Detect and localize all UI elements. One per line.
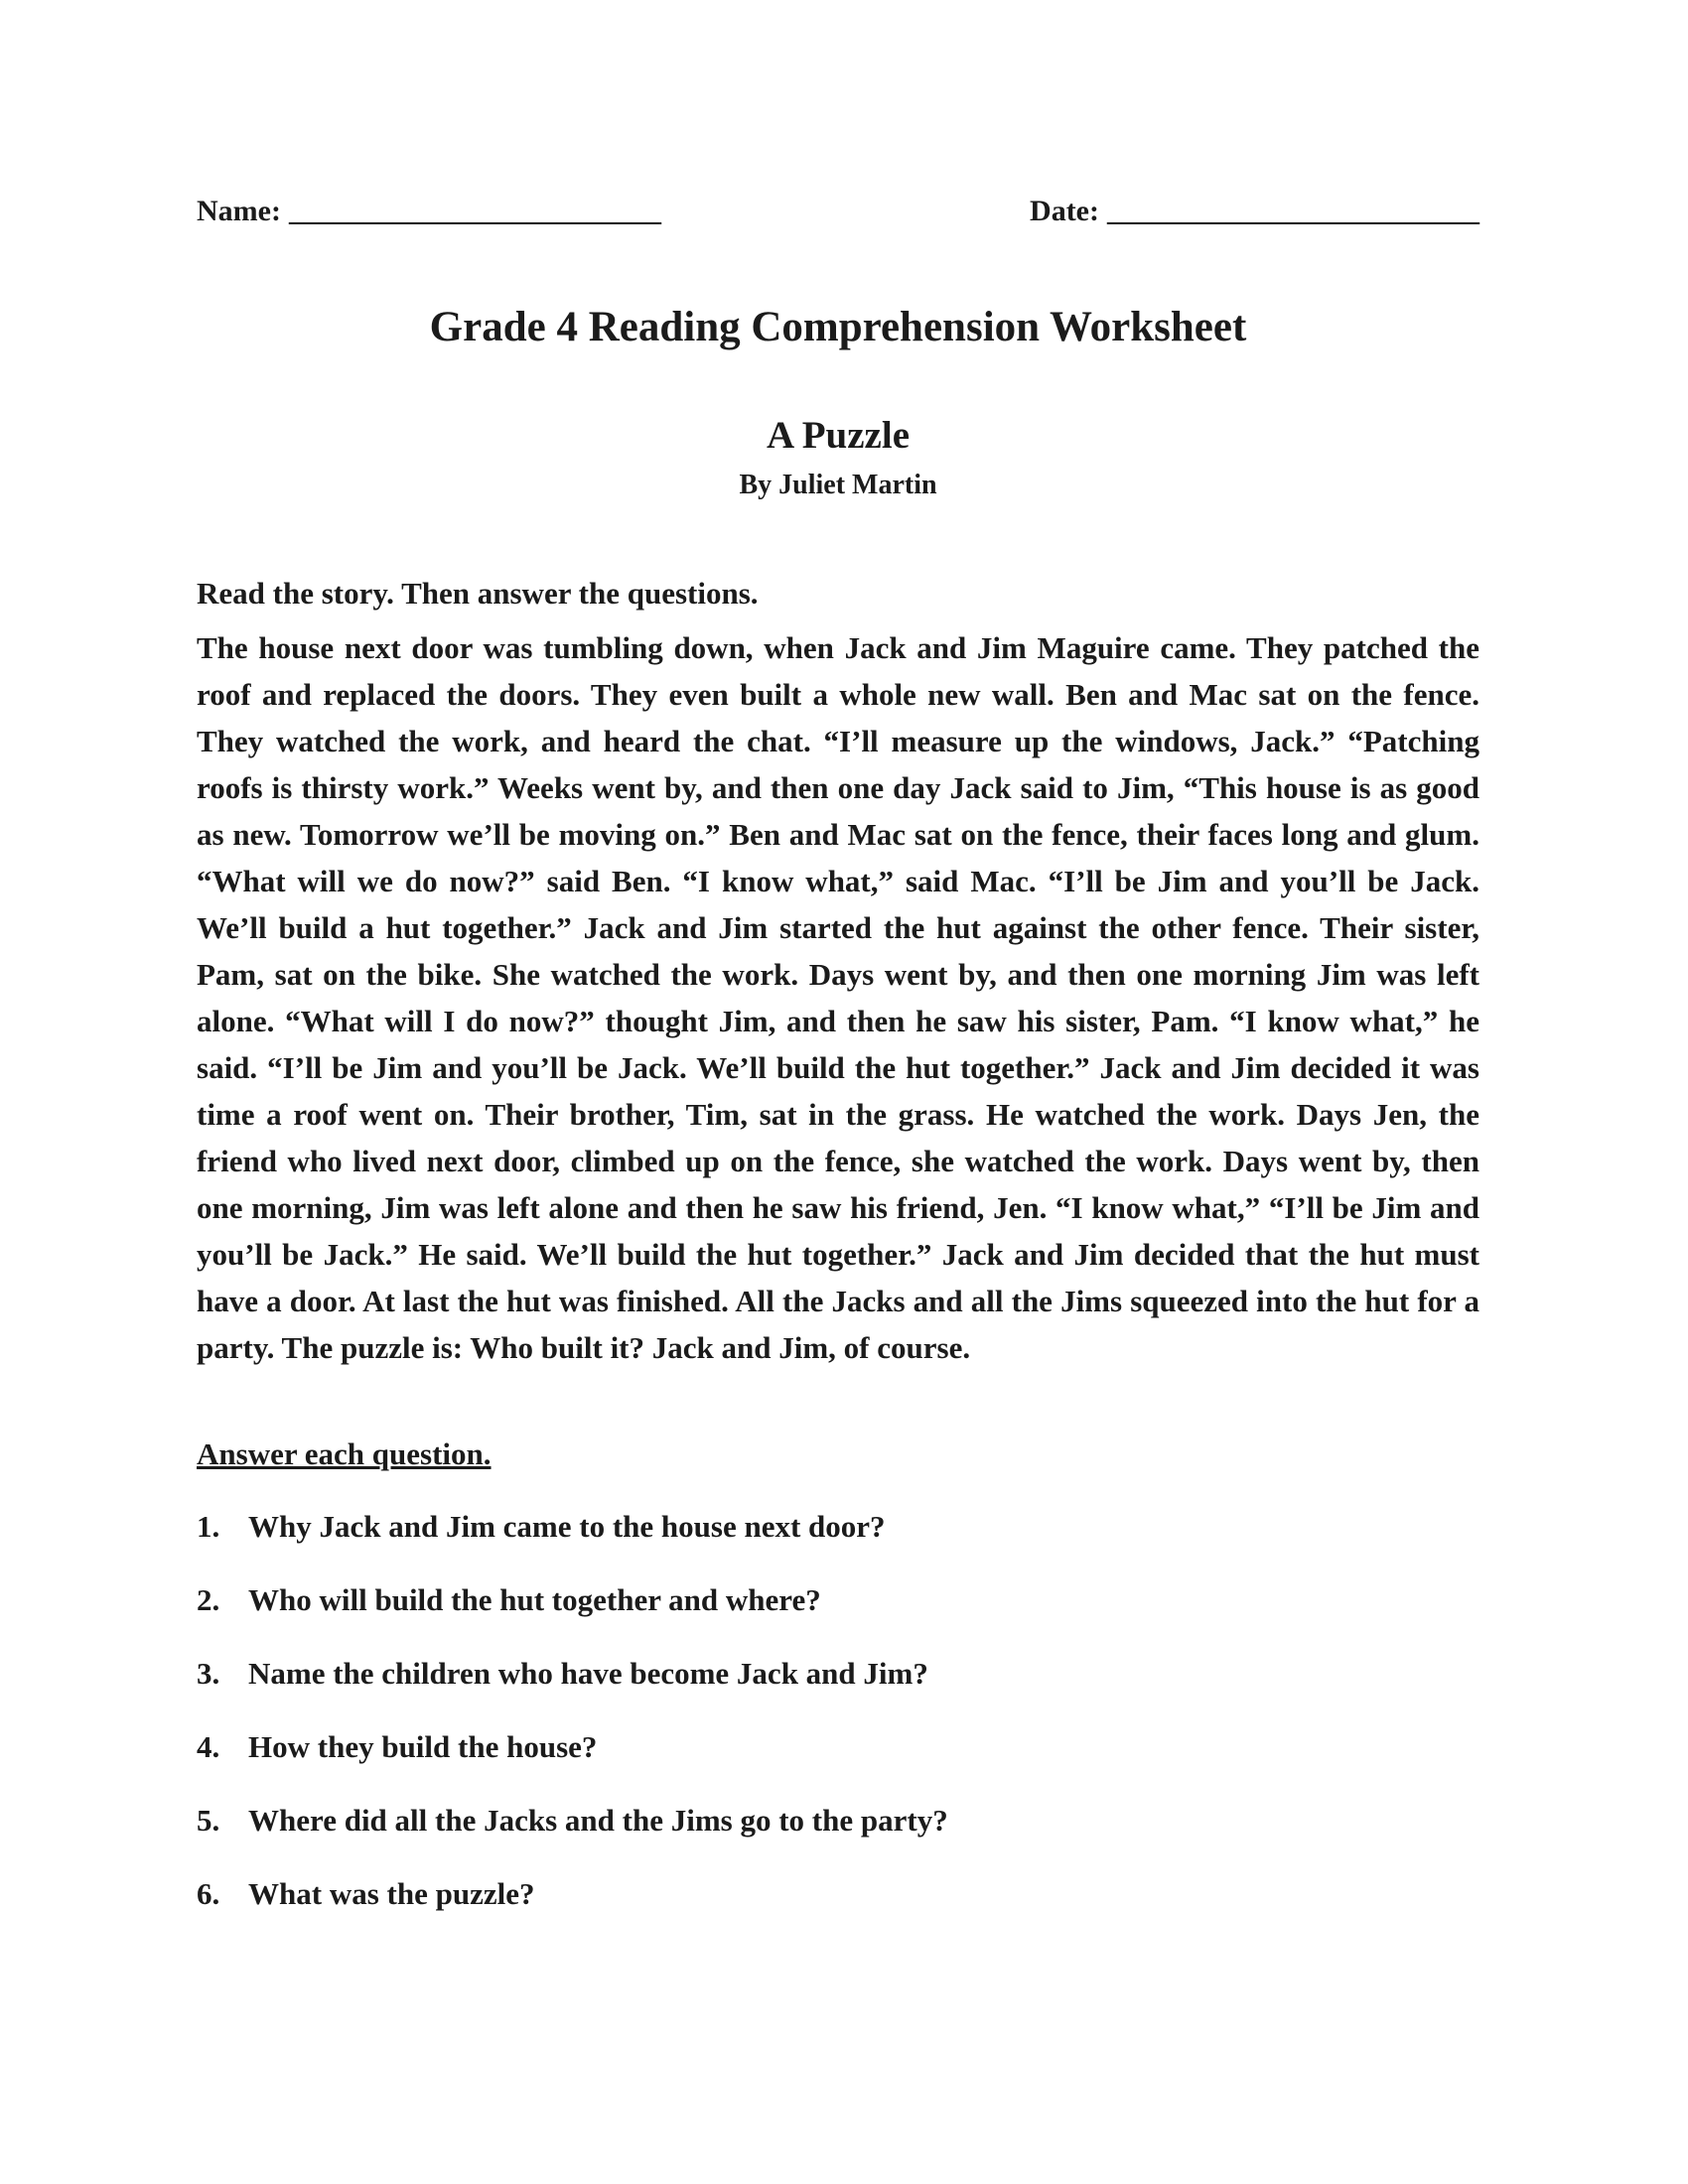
name-date-row: [197, 195, 1479, 228]
question-item: [197, 1870, 1479, 1917]
question-number: 4.: [197, 1728, 220, 1764]
question-text: Why Jack and Jim came to the house next door?: [248, 1508, 886, 1544]
question-text: Where did all the Jacks and the Jims go to the party?: [248, 1802, 948, 1838]
question-item: [197, 1503, 1479, 1550]
date-field: [1030, 195, 1479, 228]
story-author: By Juliet Martin: [739, 470, 937, 501]
question-list: [197, 1503, 1479, 1917]
question-text: Name the children who have become Jack and Jim?: [248, 1655, 928, 1691]
question-item: [197, 1797, 1479, 1843]
question-number: 2.: [197, 1581, 220, 1617]
question-item: [197, 1723, 1479, 1770]
answer-section-heading-text: Answer each question.: [197, 1435, 492, 1471]
question-item: [197, 1650, 1479, 1697]
question-text: Who will build the hut together and where?: [248, 1581, 821, 1617]
story-instructions: Read the story. Then answer the questions.: [197, 575, 759, 611]
question-number: 1.: [197, 1508, 220, 1544]
story-text: The house next door was tumbling down, when Jack and Jim Maguire came. They patched the roof and replaced the doors. They even built a whole new wall. Ben and Mac sat on the fence. They watched the work, and heard the chat. “I’ll measure up the windows, Jack.” “Patching roofs is thirsty work.” Weeks went by, and then one day Jack said to Jim, “This house is as good as new. Tomorrow we’ll be moving on.” Ben and Mac sat on the fence, their faces long and glum. “What will we do now?” said Ben. “I know what,” said Mac. “I’ll be Jim and you’ll be Jack. We’ll build a hut together.” Jack and Jim started the hut against the other fence. Their sister, Pam, sat on the bike. She watched the work. Days went by, and then one morning Jim was left alone. “What will I do now?” thought Jim, and then he saw his sister, Pam. “I know what,” he said. “I’ll be Jim and you’ll be Jack. We’ll build the hut together.” Jack and Jim decided it was time a roof went on. Their brother, Tim, sat in the grass. He watched the work. Days Jen, the friend who lived next door, climbed up on the fence, she watched the work. Days went by, then one morning, Jim was left alone and then he saw his friend, Jen. “I know what,” “I’ll be Jim and you’ll be Jack.” He said. We’ll build the hut together.” Jack and Jim decided that the hut must have a door. At last the hut was finished. All the Jacks and all the Jims squeezed into the hut for a party. The puzzle is: Who built it? Jack and Jim, of course.: [197, 629, 1479, 1365]
page-title: Grade 4 Reading Comprehension Worksheet: [429, 304, 1247, 350]
question-number: 6.: [197, 1875, 220, 1911]
question-number: 3.: [197, 1655, 220, 1691]
name-field: [197, 195, 661, 228]
question-text: What was the puzzle?: [248, 1875, 535, 1911]
name-blank-line: _________________________: [288, 195, 661, 227]
question-text: How they build the house?: [248, 1728, 598, 1764]
answer-section-heading: [197, 1431, 1479, 1477]
date-label: Date:: [1030, 195, 1099, 227]
question-item: [197, 1576, 1479, 1623]
story-title: A Puzzle: [766, 413, 911, 457]
date-blank-line: _________________________: [1107, 195, 1479, 227]
question-number: 5.: [197, 1802, 220, 1838]
name-label: Name:: [197, 195, 281, 227]
